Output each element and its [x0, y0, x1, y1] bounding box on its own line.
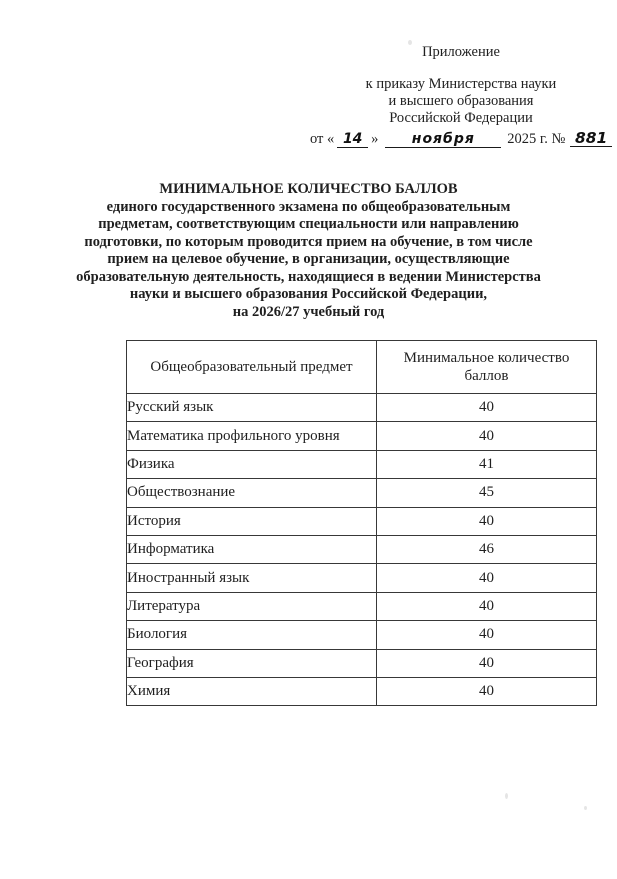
score-cell: 40 [377, 507, 597, 535]
handwritten-month: ноября [385, 132, 501, 148]
subject-cell: Информатика [127, 535, 377, 563]
order-date-line [310, 131, 612, 148]
subject-cell: Литература [127, 592, 377, 620]
score-cell: 40 [377, 422, 597, 450]
table-header-row [127, 341, 597, 394]
table-row [127, 479, 597, 507]
title-line-2: единого государственного экзамена по общеобразовательным [106, 198, 511, 215]
subject-cell: История [127, 507, 377, 535]
table-row [127, 649, 597, 677]
subject-cell: Физика [127, 450, 377, 478]
subject-cell: Русский язык [127, 394, 377, 422]
date-year-number-label: 2025 г. № [507, 131, 566, 147]
handwritten-day: 14 [337, 132, 368, 148]
order-line-ministry: к приказу Министерства науки [365, 76, 557, 92]
date-close-quote: » [371, 131, 379, 147]
score-cell: 40 [377, 677, 597, 705]
subject-cell: Иностранный язык [127, 564, 377, 592]
table-row [127, 394, 597, 422]
title-line-6: образовательную деятельность, находящиеся в ведении Министерства [76, 268, 541, 285]
column-header-score: Минимальное количество баллов [377, 341, 597, 394]
score-cell: 45 [377, 479, 597, 507]
score-cell: 40 [377, 621, 597, 649]
column-header-subject: Общеобразовательный предмет [127, 341, 377, 394]
order-line-education: и высшего образования [388, 93, 534, 109]
subject-cell: Обществознание [127, 479, 377, 507]
score-cell: 46 [377, 535, 597, 563]
title-line-7: науки и высшего образования Российской Федерации, [129, 286, 488, 302]
table-row [127, 677, 597, 705]
scores-table [126, 340, 597, 706]
table-row [127, 422, 597, 450]
scan-speck [584, 806, 587, 810]
score-cell: 40 [377, 564, 597, 592]
title-line-3: предметам, соответствующим специальности или направлению [98, 216, 519, 232]
title-line-4: подготовки, по которым проводится прием на обучение, в том числе [84, 233, 533, 250]
score-cell: 41 [377, 450, 597, 478]
subject-cell: Биология [127, 621, 377, 649]
title-line-5: прием на целевое обучение, в организации, осуществляющие [107, 251, 510, 267]
handwritten-order-number: 881 [570, 131, 612, 147]
scan-speck [505, 793, 508, 799]
appendix-label: Приложение [422, 44, 500, 60]
subject-cell: География [127, 649, 377, 677]
score-cell: 40 [377, 649, 597, 677]
score-cell: 40 [377, 592, 597, 620]
order-line-federation: Российской Федерации [389, 110, 533, 126]
table-row [127, 450, 597, 478]
table-row [127, 535, 597, 563]
subject-cell: Математика профильного уровня [127, 422, 377, 450]
appendix-header [310, 44, 612, 148]
score-cell: 40 [377, 394, 597, 422]
date-prefix: от « [310, 131, 335, 147]
table-row [127, 507, 597, 535]
table-row [127, 564, 597, 592]
subject-cell: Химия [127, 677, 377, 705]
title-line-1: МИНИМАЛЬНОЕ КОЛИЧЕСТВО БАЛЛОВ [159, 181, 458, 197]
title-line-8: на 2026/27 учебный год [232, 303, 385, 320]
table-row [127, 592, 597, 620]
document-title [36, 181, 581, 321]
table-row [127, 621, 597, 649]
